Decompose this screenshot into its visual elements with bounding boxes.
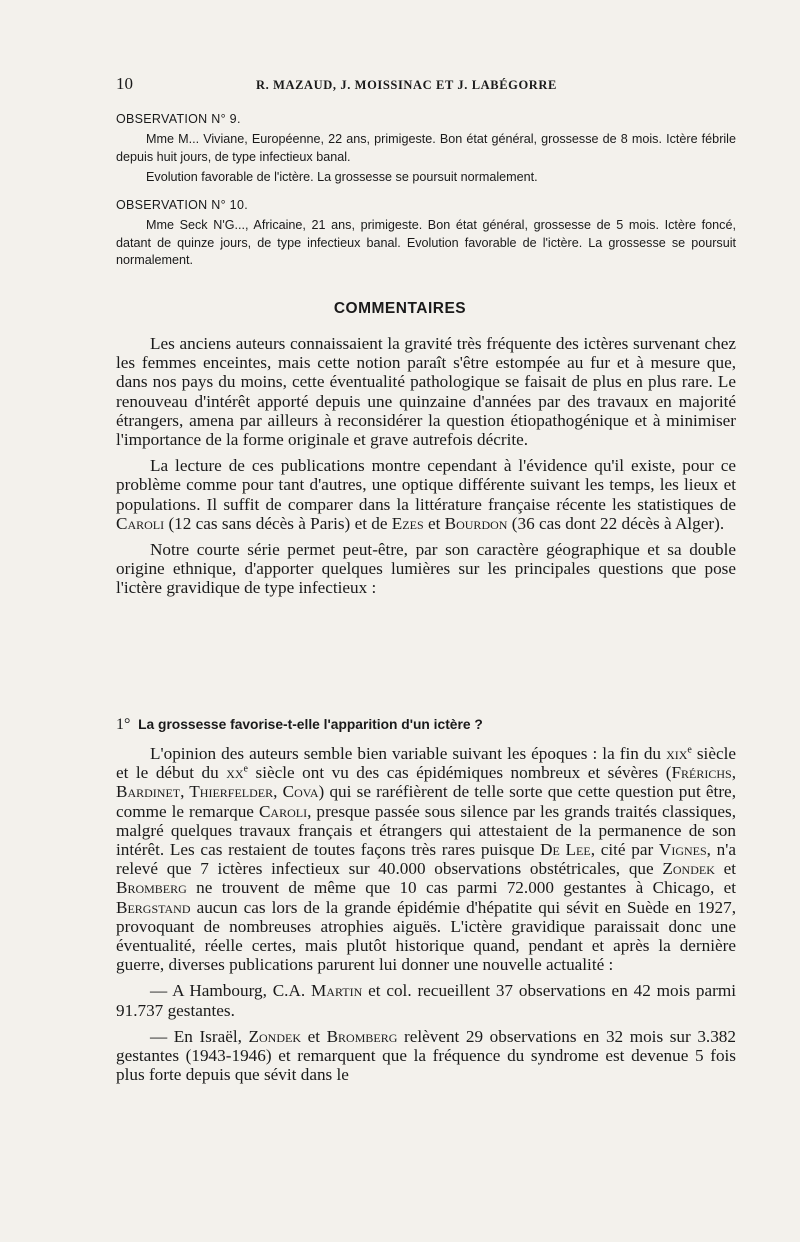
paragraph-1: Les anciens auteurs connaissaient la gravité très fréquente des ictères survenant chez les femmes enceintes, mais cette notion paraît s'être estompée au fur et à mesure que, dans nos pays du moins, cette éventualité pathologique se faisait de plus en plus rare. Le renouveau d'intérêt apporté depuis une quinzaine d'années par des travaux en majorité étrangers, amena par ailleurs à reconsidérer la question étiopathogénique et à minimiser l'importance de la forme originale et grave autrefois décrite.	[116, 334, 736, 450]
author-name: Zondek	[662, 859, 715, 879]
observation-paragraph: Mme M... Viviane, Européenne, 22 ans, primigeste. Bon état général, grossesse de 8 mois. Ictère fébrile depuis huit jours, de type infectieux banal.	[116, 132, 736, 164]
author-name: Bromberg	[326, 1026, 398, 1046]
author-names: Frérichs, Bardinet, Thierfelder, Cova	[116, 763, 736, 802]
running-head	[116, 74, 736, 94]
observation-paragraph: Evolution favorable de l'ictère. La grossesse se poursuit normalement.	[146, 169, 538, 184]
observation-heading: OBSERVATION N° 9.	[116, 112, 241, 126]
paragraph-3: Notre courte série permet peut-être, par son caractère géographique et sa double origine ethnique, d'apporter quelques lumières sur les principales questions que pose l'ictère gravidique de type infectieux :	[116, 540, 736, 598]
author-name: Martin	[311, 981, 363, 1001]
subsection-title: La grossesse favorise-t-elle l'apparition d'un ictère ?	[138, 717, 483, 732]
author-name: Caroli	[116, 513, 165, 533]
commentary-block-2	[116, 744, 736, 1091]
author-name: Bromberg	[116, 878, 187, 898]
author-name: Bergstand	[116, 897, 191, 917]
paragraph-4: L'opinion des auteurs semble bien variable suivant les époques : la fin du xix$^e$ siècle et le début du $xx^e$ siècle ont vu des cas épidémiques nombreux et sévères (Frérichs, Bardinet, Thierfelder, Cova) qui se raréfièrent de telle sorte que cette question put être, comme le remarque Caroli, presque passée sous silence par les grands traités classiques, malgré quelques travaux français et étrangers qui attestaient de la permanence de son intérêt. Les cas restaient de toutes façons très rares puisque De Lee, cité par Vignes, n'a relevé que 7 ictères infectieux sur 40.000 observations obstétricales, que Zondek et Bromberg ne trouvent de même que 10 cas parmi 72.000 gestantes à Chicago, et Bergstand aucun cas lors de la grande épidémie d'hépatite qui sévit en Suède en 1927, provoquant de nombreuses atrophies aiguës. L'ictère gravidique paraissait donc une éventualité, réelle certes, mais plutôt historique quand, pendant et après la dernière guerre, diverses publications parurent lui donner une nouvelle actualité :	[116, 744, 737, 975]
author-name: De Lee	[540, 840, 591, 860]
observation-heading: OBSERVATION N° 10.	[116, 198, 248, 212]
observation-10	[116, 197, 736, 269]
subsection-number: 1°	[116, 716, 131, 733]
running-head-authors: R. MAZAUD, J. MOISSINAC ET J. LABÉGORRE	[256, 78, 557, 92]
commentary-block-1	[116, 334, 736, 605]
author-name: Bourdon	[444, 513, 508, 533]
paragraph-5: — A Hambourg, C.A. Martin et col. recueillent 37 observations en 42 mois parmi 91.737 gestantes.	[116, 981, 736, 1020]
author-name: Caroli	[258, 801, 308, 821]
observation-paragraph: Mme Seck N'G..., Africaine, 21 ans, primigeste. Bon état général, grossesse de 5 mois. Ictère foncé, datant de quinze jours, de type infectieux banal. Evolution favorable de l'ictère. La grossesse se poursuit normalement.	[116, 218, 736, 267]
subsection-heading	[116, 716, 736, 734]
paragraph-2: La lecture de ces publications montre cependant à l'évidence qu'il existe, pour ce problème comme pour tant d'autres, une optique différente suivant les temps, les lieux et populations. Il suffit de comparer dans la littérature française récente les statistiques de Caroli (12 cas sans décès à Paris) et de Ezes et Bourdon (36 cas dont 22 décès à Alger).	[116, 456, 736, 533]
author-name: Vignes	[658, 840, 707, 860]
observation-9	[116, 111, 736, 186]
author-name: Zondek	[248, 1026, 301, 1046]
page-number: 10	[116, 74, 133, 93]
paragraph-6: — En Israël, Zondek et Bromberg relèvent 29 observations en 32 mois sur 3.382 gestantes (1943-1946) et remarquent que la fréquence du syndrome est devenue 5 fois plus forte depuis que sévit dans le	[116, 1026, 736, 1085]
author-name: Ezes	[391, 513, 424, 533]
section-title: COMMENTAIRES	[333, 300, 467, 317]
